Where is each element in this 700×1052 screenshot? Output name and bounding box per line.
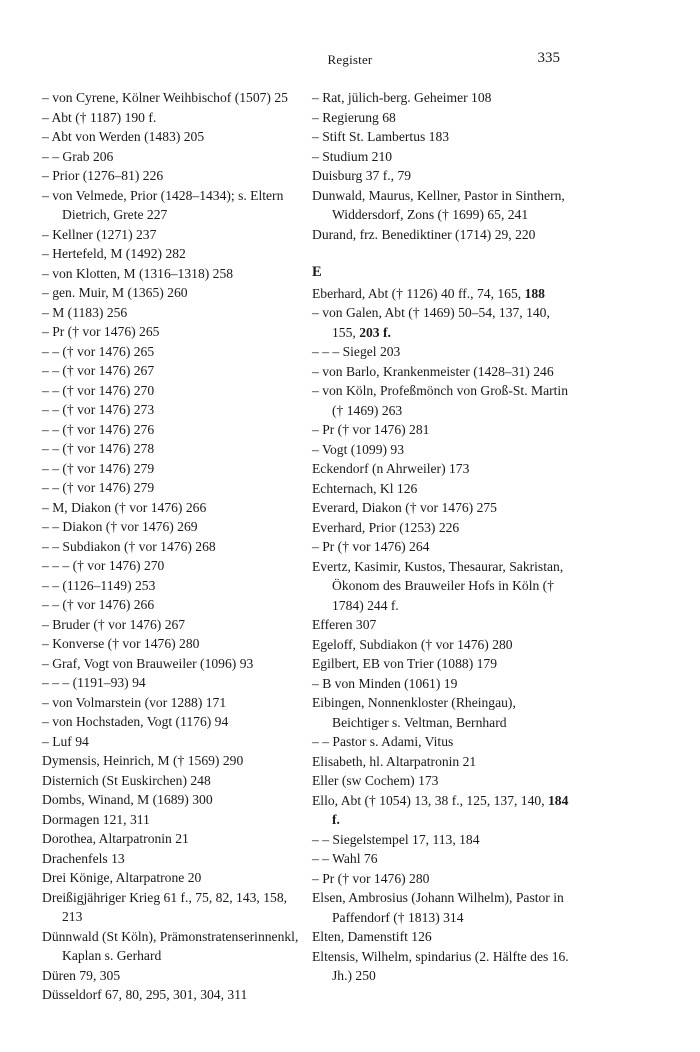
entry-text: – von Köln, Profeßmönch von Groß-St. Martin († 1469) 263 (312, 383, 568, 418)
entry-text: – – Siegelstempel 17, 113, 184 (312, 831, 480, 847)
index-entry (312, 869, 570, 889)
right-column-e-entries (312, 284, 570, 986)
index-entry: – – – (1191–93) 94 (42, 675, 146, 690)
index-entry: – von Velmede, Prior (1428–1434); s. Eltern Dietrich, Grete 227 (42, 187, 284, 222)
entry-text: – – – Siegel 203 (312, 344, 401, 359)
index-entry (312, 830, 570, 850)
index-entry (312, 479, 570, 499)
index-entry: – Pr († vor 1476) 265 (42, 324, 160, 339)
index-entry (312, 947, 570, 986)
entry-text: – – Pastor s. Adami, Vitus (312, 734, 454, 749)
index-entry: – Konverse († vor 1476) 280 (42, 636, 200, 651)
index-entry: – Prior (1276–81) 226 (42, 168, 164, 183)
index-entry (312, 674, 570, 694)
index-entry: – – – († vor 1476) 270 (42, 558, 165, 573)
index-entry: Düsseldorf 67, 80, 295, 301, 304, 311 (42, 987, 248, 1002)
index-entry: – Regierung 68 (312, 109, 396, 125)
entry-text: Evertz, Kasimir, Kustos, Thesaurar, Sakristan, Ökonom des Brauweiler Hofs in Köln († 1784) 244 f. (312, 558, 564, 613)
index-entry: – von Volmarstein (vor 1288) 171 (42, 694, 227, 710)
index-entry (312, 791, 570, 830)
entry-text: – Pr († vor 1476) 281 (312, 422, 430, 437)
entry-text: Everard, Diakon († vor 1476) 275 (312, 500, 497, 515)
index-entry: – – Subdiakon († vor 1476) 268 (42, 538, 216, 554)
index-entry: Dünnwald (St Köln), Prämonstratenserinnenkl, Kaplan s. Gerhard (42, 928, 299, 963)
entry-text: Eltensis, Wilhelm, spindarius (2. Hälfte des 16. Jh.) 250 (312, 948, 569, 983)
index-entry: – – (1126–1149) 253 (42, 577, 156, 593)
index-entry: – – († vor 1476) 279 (42, 480, 155, 495)
index-entry: – – († vor 1476) 276 (42, 421, 155, 437)
index-entry: – Luf 94 (42, 733, 89, 749)
index-entry: Dombs, Winand, M (1689) 300 (42, 792, 213, 807)
entry-text: – Vogt (1099) 93 (312, 441, 405, 457)
index-entry (312, 888, 570, 927)
entry-text: – von Galen, Abt († 1469) 50–54, 137, 140, 155, (312, 305, 550, 340)
right-column-d-entries (312, 88, 570, 244)
right-column (312, 88, 570, 986)
index-entry: – Graf, Vogt von Brauweiler (1096) 93 (42, 655, 254, 671)
entry-text: Ello, Abt († 1054) 13, 38 f., 125, 137, 140, (312, 792, 548, 808)
section-letter-e: E (312, 264, 322, 280)
index-entry: – von Hochstaden, Vogt (1176) 94 (42, 714, 229, 729)
index-entry (312, 927, 570, 947)
index-entry: Düren 79, 305 (42, 967, 121, 983)
index-entry (312, 771, 570, 791)
index-entry: Dreißigjähriger Krieg 61 f., 75, 82, 143, 158, 213 (42, 889, 288, 924)
index-entry: – Abt von Werden (1483) 205 (42, 129, 205, 144)
index-entry (312, 440, 570, 460)
index-entry: – Rat, jülich-berg. Geheimer 108 (312, 90, 492, 105)
index-entry: – – († vor 1476) 267 (42, 363, 155, 378)
entry-text: Eibingen, Nonnenkloster (Rheingau), Beichtiger s. Veltman, Bernhard (312, 695, 516, 730)
entry-text: Elsen, Ambrosius (Johann Wilhelm), Pastor in Paffendorf († 1813) 314 (312, 890, 564, 925)
index-entry: – Studium 210 (312, 148, 393, 164)
entry-text: Elten, Damenstift 126 (312, 929, 432, 944)
index-entry (312, 362, 570, 382)
index-entry (312, 420, 570, 440)
entry-text: – von Barlo, Krankenmeister (1428–31) 246 (312, 363, 554, 379)
page-number: 335 (537, 50, 560, 66)
index-entry: Disternich (St Euskirchen) 248 (42, 772, 211, 788)
index-entry (312, 284, 570, 304)
index-entry: Dymensis, Heinrich, M († 1569) 290 (42, 753, 244, 768)
index-entry: Drei Könige, Altarpatrone 20 (42, 870, 202, 885)
index-entry: Duisburg 37 f., 79 (312, 168, 412, 183)
index-entry: – Stift St. Lambertus 183 (312, 129, 450, 144)
index-entry: – – († vor 1476) 273 (42, 402, 155, 417)
index-entry: – M, Diakon († vor 1476) 266 (42, 499, 207, 515)
entry-text: Elisabeth, hl. Altarpatronin 21 (312, 753, 477, 769)
index-entry: – von Cyrene, Kölner Weihbischof (1507) 25 (42, 90, 288, 105)
index-entry (312, 303, 570, 342)
index-entry: – – († vor 1476) 279 (42, 460, 155, 476)
index-entry: – gen. Muir, M (1365) 260 (42, 285, 188, 300)
left-column (42, 88, 300, 1005)
index-entry: – M (1183) 256 (42, 304, 128, 320)
index-entry: – von Klotten, M (1316–1318) 258 (42, 265, 234, 281)
index-entry (312, 459, 570, 479)
entry-text: Eller (sw Cochem) 173 (312, 773, 439, 788)
index-entry (312, 498, 570, 518)
index-entry (312, 518, 570, 538)
entry-main-reference: 184 f. (332, 792, 569, 827)
index-entry (312, 849, 570, 869)
index-entry (312, 537, 570, 557)
index-entry (312, 557, 570, 616)
index-entry (312, 381, 570, 420)
entry-text: Eckendorf (n Ahrweiler) 173 (312, 461, 470, 476)
index-entry: – Bruder († vor 1476) 267 (42, 616, 186, 632)
entry-text: Eberhard, Abt († 1126) 40 ff., 74, 165, (312, 285, 525, 301)
index-entry: – Hertefeld, M (1492) 282 (42, 246, 186, 261)
index-entry (312, 654, 570, 674)
index-entry: – – († vor 1476) 265 (42, 343, 155, 359)
index-entry: – – Grab 206 (42, 148, 114, 164)
index-entry: – – Diakon († vor 1476) 269 (42, 519, 198, 534)
entry-text: Egeloff, Subdiakon († vor 1476) 280 (312, 636, 513, 652)
index-entry (312, 635, 570, 655)
index-entry: – – († vor 1476) 266 (42, 597, 155, 612)
entry-main-reference: 188 (524, 285, 545, 301)
entry-main-reference: 203 f. (359, 324, 391, 340)
index-entry: Dorothea, Altarpatronin 21 (42, 831, 189, 846)
index-entry: Drachenfels 13 (42, 850, 125, 866)
entry-text: Everhard, Prior (1253) 226 (312, 519, 460, 535)
entry-text: – – Wahl 76 (312, 851, 378, 866)
index-entry: – – († vor 1476) 278 (42, 441, 155, 456)
index-entry: – – († vor 1476) 270 (42, 382, 155, 398)
entry-text: – Pr († vor 1476) 280 (312, 870, 430, 886)
index-entry (312, 615, 570, 635)
index-entry (312, 693, 570, 732)
index-entry (312, 732, 570, 752)
index-entry (312, 752, 570, 772)
entry-text: Egilbert, EB von Trier (1088) 179 (312, 656, 498, 671)
entry-text: Efferen 307 (312, 617, 377, 632)
entry-text: – B von Minden (1061) 19 (312, 675, 458, 691)
header-title: Register (327, 52, 373, 67)
entry-text: – Pr († vor 1476) 264 (312, 539, 430, 554)
index-entry: – Abt († 1187) 190 f. (42, 109, 157, 125)
index-entry: Dunwald, Maurus, Kellner, Pastor in Sinthern, Widdersdorf, Zons († 1699) 65, 241 (312, 187, 565, 222)
index-entry (312, 342, 570, 362)
index-entry: – Kellner (1271) 237 (42, 226, 157, 242)
index-entry: Dormagen 121, 311 (42, 811, 150, 827)
entry-text: Echternach, Kl 126 (312, 480, 418, 496)
index-entry: Durand, frz. Benediktiner (1714) 29, 220 (312, 226, 536, 242)
